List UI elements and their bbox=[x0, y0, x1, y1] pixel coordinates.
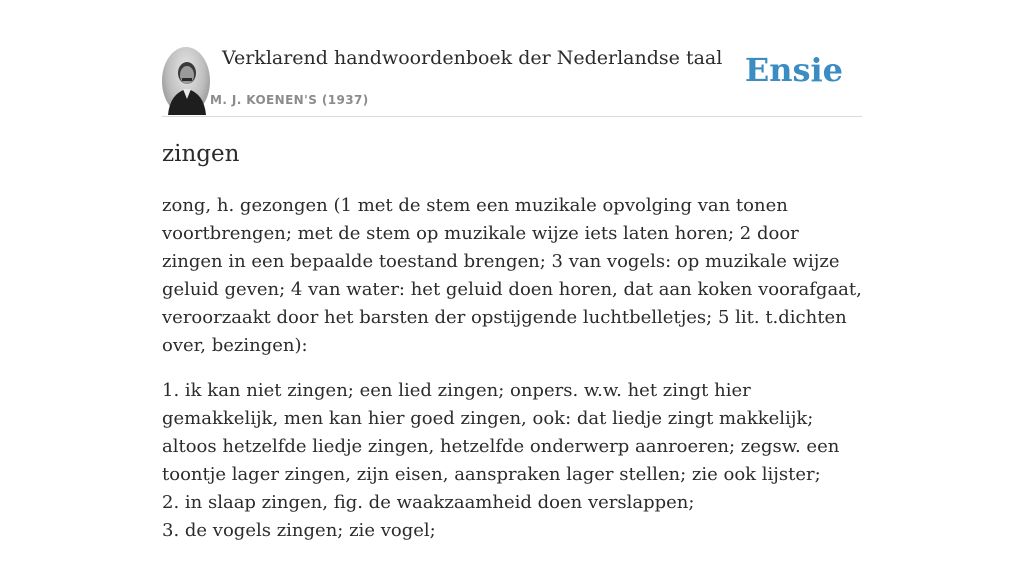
definition: zong, h. gezongen (1 met de stem een muzikale opvolging van tonen voortbrengen; met de stem op muzikale wijze iets laten horen; 2 door zingen in een bepaalde toestand brengen; 3 van vogels: op muzikale wijze geluid geven; 4 van water: het geluid doen horen, dat aan koken voorafgaat, veroorzaakt door het barsten der opstijgende luchtbelletjes; 5 lit. t.dichten over, bezingen): bbox=[162, 195, 862, 356]
example-item: 3. de vogels zingen; zie vogel; bbox=[162, 520, 436, 541]
header bbox=[162, 46, 862, 117]
example-item: 2. in slaap zingen, fig. de waakzaamheid doen verslappen; bbox=[162, 492, 695, 513]
book-title: Verklarend handwoordenboek der Nederlandse taal bbox=[222, 47, 723, 69]
examples bbox=[162, 377, 862, 545]
ensie-logo-link[interactable]: Ensie bbox=[744, 51, 843, 89]
author-portrait bbox=[162, 47, 210, 115]
book-author: M. J. KOENEN'S (1937) bbox=[210, 93, 369, 107]
entry-body bbox=[162, 192, 862, 562]
headword: zingen bbox=[162, 141, 240, 167]
example-item: 1. ik kan niet zingen; een lied zingen; onpers. w.w. het zingt hier gemakkelijk, men kan hier goed zingen, ook: dat liedje zingt makkelijk; altoos hetzelfde liedje zingen, hetzelfde onderwerp aanroeren; zegsw. een toontje lager zingen, zijn eisen, aanspraken lager stellen; zie ook lijster; bbox=[162, 380, 840, 485]
author-portrait-icon bbox=[162, 47, 210, 115]
